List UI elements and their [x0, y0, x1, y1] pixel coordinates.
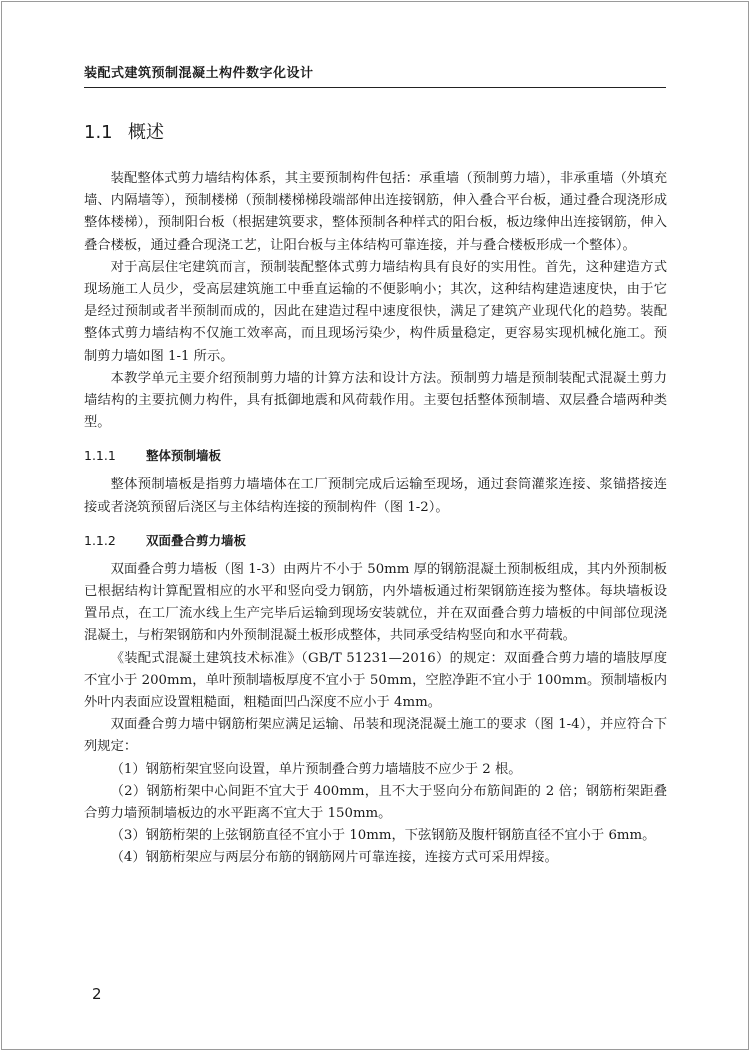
subsection-title: 双面叠合剪力墙板	[146, 532, 247, 548]
list-item: （1）钢筋桁架宜竖向设置，单片预制叠合剪力墙墙肢不应少于 2 根。	[110, 761, 522, 777]
subsection-number: 1.1.1	[84, 448, 116, 464]
intro-paragraph: 本教学单元主要介绍预制剪力墙的计算方法和设计方法。预制剪力墙是预制装配式混凝土剪力墙结构的主要抗侧力构件，具有抵御地震和风荷载作用。主要包括整体预制墙、双层叠合墙两种类型。	[84, 370, 667, 431]
body-paragraph: 《装配式混凝土建筑技术标准》（GB/T 51231—2016）的规定：双面叠合剪力墙的墙肢厚度不宜小于 200mm，单叶预制墙板厚度不宜小于 50mm，空腔净距不宜小于 100mm。预制墙板内外叶内表面应设置粗糙面，粗糙面凹凸深度不应小于 4mm。	[84, 650, 667, 711]
body-paragraph: 双面叠合剪力墙中钢筋桁架应满足运输、吊装和现浇混凝土施工的要求（图 1-4），并应符合下列规定：	[84, 717, 667, 755]
section-number: 1.1	[84, 122, 113, 143]
subsection-heading-1	[84, 446, 667, 464]
page-content	[84, 118, 667, 870]
body-paragraph: 整体预制墙板是指剪力墙墙体在工厂预制完成后运输至现场，通过套筒灌浆连接、浆锚搭接连接或者浇筑预留后浇区与主体结构连接的预制构件（图 1-2）。	[84, 477, 667, 515]
subsection-title: 整体预制墙板	[146, 448, 222, 464]
intro-paragraph: 对于高层住宅建筑而言，预制装配整体式剪力墙结构具有良好的实用性。首先，这种建造方式现场施工人员少，受高层建筑施工中垂直运输的不便影响小；其次，这种结构建造速度快，由于它是经过预制或者半预制而成的，因此在建造过程中速度很快，满足了建筑产业现代化的趋势。装配整体式剪力墙结构不仅施工效率高，而且现场污染少，构件质量稳定，更容易实现机械化施工。预制剪力墙如图 1-1 所示。	[84, 259, 667, 364]
page-number: 2	[92, 985, 102, 1003]
intro-paragraph: 装配整体式剪力墙结构体系，其主要预制构件包括：承重墙（预制剪力墙），非承重墙（外填充墙、内隔墙等），预制楼梯（预制楼梯梯段端部伸出连接钢筋，伸入叠合平台板，通过叠合现浇形成整体楼梯），预制阳台板（根据建筑要求，整体预制各种样式的阳台板，板边缘伸出连接钢筋，伸入叠合楼板，通过叠合现浇工艺，让阳台板与主体结构可靠连接，并与叠合楼板形成一个整体）。	[84, 171, 667, 253]
section-heading	[84, 118, 667, 144]
subsection-number: 1.1.2	[84, 532, 116, 548]
body-paragraph: 双面叠合剪力墙板（图 1-3）由两片不小于 50mm 厚的钢筋混凝土预制板组成，其内外预制板已根据结构计算配置相应的水平和竖向受力钢筋，内外墙板通过桁架钢筋连接为整体。每块墙板设置吊点，在工厂流水线上生产完毕后运输到现场安装就位，并在双面叠合剪力墙板的中间部位现浇混凝土，与桁架钢筋和内外预制混凝土板形成整体，共同承受结构竖向和水平荷载。	[84, 561, 667, 644]
running-header: 装配式建筑预制混凝土构件数字化设计	[84, 66, 314, 81]
subsection-heading-2	[84, 531, 667, 549]
list-item: （2）钢筋桁架中心间距不宜大于 400mm，且不大于竖向分布筋间距的 2 倍；钢筋桁架距叠合剪力墙预制墙板边的水平距离不宜大于 150mm。	[84, 783, 667, 822]
list-item: （4）钢筋桁架应与两层分布筋的钢筋网片可靠连接，连接方式可采用焊接。	[110, 850, 558, 866]
header-rule	[84, 87, 666, 88]
list-item: （3）钢筋桁架的上弦钢筋直径不宜小于 10mm，下弦钢筋及腹杆钢筋直径不宜小于 6mm。	[110, 828, 656, 844]
section-title: 概述	[128, 122, 164, 143]
